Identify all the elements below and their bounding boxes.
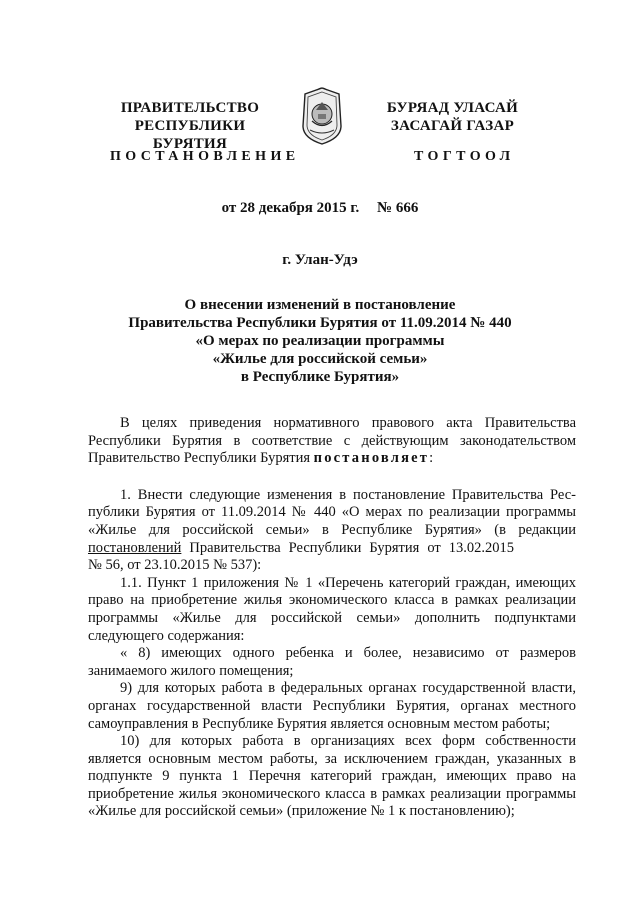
preamble-paragraph bbox=[88, 415, 576, 468]
paragraph-1-text-b: Правительства Республики Бурятия от 13.02.2015 bbox=[189, 539, 514, 556]
paragraph-1-text-c: № 56, bbox=[88, 557, 124, 574]
document-city: г. Улан-Удэ bbox=[282, 252, 358, 268]
paragraph-1-text-a: 1. Внести следующие изменения в постановление Правительства Рес-публики Бурятия от 11.09.2014 № 440 «О мерах по реализации программы «Жилье для российской семьи» в Республике Бурятия» (в редакции bbox=[88, 486, 576, 538]
issuer-buryat-line1: БУРЯАД УЛАСАЙ bbox=[386, 100, 519, 116]
paragraph-1-text-d: от 23.10.2015 № 537): bbox=[127, 557, 262, 574]
title-line: Правительства Республики Бурятия от 11.09.2014 № 440 bbox=[128, 315, 512, 331]
issuer-buryat-line2: ЗАСАГАЙ ГАЗАР bbox=[390, 118, 515, 134]
coat-of-arms-icon bbox=[299, 86, 345, 146]
preamble-text: В целях приведения нормативного правового акта Правительства Республики Бурятия в соответствие с действующим законодательством Правительство Республики Бурятия bbox=[88, 415, 576, 467]
issuer-buryat bbox=[375, 99, 530, 135]
document-body bbox=[88, 415, 576, 821]
doc-type-buryat: ТОГТООЛ bbox=[414, 149, 515, 164]
issuer-russian bbox=[100, 99, 280, 153]
doc-type-russian: ПОСТАНОВЛЕНИЕ bbox=[110, 149, 300, 164]
subitem-9: 9) для которых работа в федеральных органах государственной власти, органах государственной власти Республики Бурятия, органах местного самоуправления в Республике Бурятия является основным местом работы; bbox=[88, 680, 576, 732]
title-line: в Республике Бурятия» bbox=[240, 369, 400, 385]
paragraph-1 bbox=[88, 487, 576, 575]
title-line: «Жилье для российской семьи» bbox=[212, 351, 428, 367]
issuer-russian-line2: РЕСПУБЛИКИ БУРЯТИЯ bbox=[134, 118, 246, 152]
preamble-colon: : bbox=[429, 450, 434, 467]
document-title bbox=[90, 296, 550, 386]
title-line: О внесении изменений в постановление bbox=[184, 297, 456, 313]
amendments-link[interactable]: постановлений bbox=[88, 539, 182, 556]
document-date: от 28 декабря 2015 г. bbox=[221, 200, 360, 216]
document-number: № 666 bbox=[377, 200, 419, 216]
title-line: «О мерах по реализации программы bbox=[195, 333, 445, 349]
subitem-10: 10) для которых работа в организациях всех форм собственности является основным местом работы, за исключением граждан, указанных в подпункте 9 пункта 1 Перечня категорий граждан, имеющих право на приобретение жилья экономического класса в рамках реализации программы «Жилье для российской семьи» (приложение № 1 к постановлению); bbox=[88, 733, 576, 820]
preamble-keyword: постановляет bbox=[313, 450, 430, 467]
issuer-russian-line1: ПРАВИТЕЛЬСТВО bbox=[120, 100, 260, 116]
document-date-line bbox=[0, 200, 640, 217]
paragraph-1-1: 1.1. Пункт 1 приложения № 1 «Перечень категорий граждан, имеющих право на приобретение жилья экономического класса в рамках реализации программы «Жилье для российской семьи» дополнить подпунктами следующего содержания: bbox=[88, 574, 576, 644]
subitem-8: « 8) имеющих одного ребенка и более, независимо от размеров занимаемого жилого помещения; bbox=[88, 645, 576, 679]
